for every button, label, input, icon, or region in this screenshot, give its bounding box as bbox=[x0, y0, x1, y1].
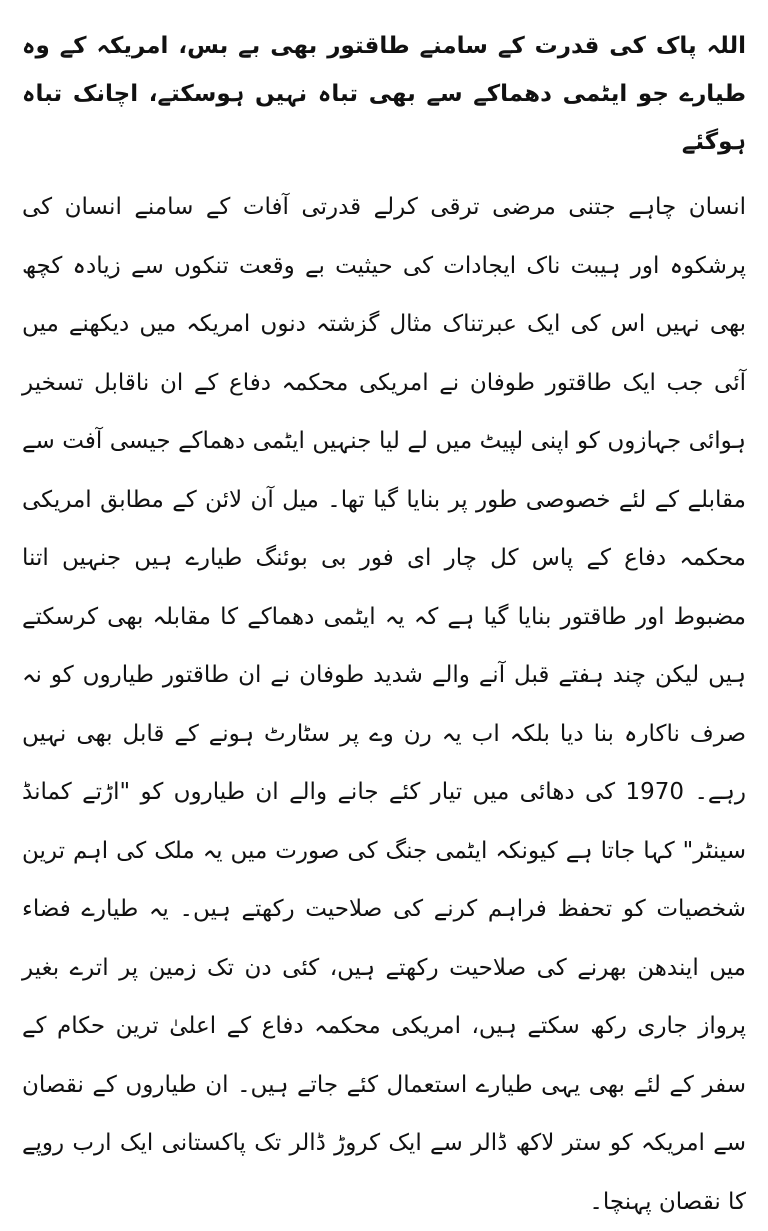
article-headline: اللہ پاک کی قدرت کے سامنے طاقتور بھی بے بس، امریکہ کے وہ طیارے جو ایٹمی دھماکے سے بھی تباہ نہیں ہوسکتے، اچانک تباہ ہوگئے bbox=[22, 33, 746, 155]
article-body: انسان چاہے جتنی مرضی ترقی کرلے قدرتی آفات کے سامنے انسان کی پرشکوہ اور ہیبت ناک ایجادات کی حیثیت بے وقعت تنکوں سے زیادہ کچھ بھی نہیں اس کی ایک عبرتناک مثال گزشتہ دنوں امریکہ میں دیکھنے میں آئی جب ایک طاقتور طوفان نے امریکی محکمہ دفاع کے ان ناقابل تسخیر ہوائی جہازوں کو اپنی لپیٹ میں لے لیا جنہیں ایٹمی دھماکے جیسی آفت سے مقابلے کے لئے خصوصی طور پر بنایا گیا تھا۔ میل آن لائن کے مطابق امریکی محکمہ دفاع کے پاس کل چار ای فور بی بوئنگ طیارے ہیں جنہیں اتنا مضبوط اور طاقتور بنایا گیا ہے کہ یہ ایٹمی دھماکے کا مقابلہ بھی کرسکتے ہیں لیکن چند ہفتے قبل آنے والے شدید طوفان نے ان طاقتور طیاروں کو نہ صرف ناکارہ بنا دیا بلکہ اب یہ رن وے پر سٹارٹ ہونے کے قابل بھی نہیں رہے۔ 1970 کی دھائی میں تیار کئے جانے والے ان طیاروں کو "اڑتے کمانڈ سینٹر" کہا جاتا ہے کیونکہ ایٹمی جنگ کی صورت میں یہ ملک کی اہم ترین شخصیات کو تحفظ فراہم کرنے کی صلاحیت رکھتے ہیں۔ یہ طیارے فضاء میں ایندھن بھرنے کی صلاحیت رکھتے ہیں، کئی دن تک زمین پر اترے بغیر پرواز جاری رکھ سکتے ہیں، امریکی محکمہ دفاع کے اعلیٰ ترین حکام کے سفر کے لئے بھی یہی طیارے استعمال کئے جاتے ہیں۔ ان طیاروں کے نقصان سے امریکہ کو ستر لاکھ ڈالر سے ایک کروڑ ڈالر تک پاکستانی ایک ارب روپے کا نقصان پہنچا۔ bbox=[22, 194, 746, 1215]
